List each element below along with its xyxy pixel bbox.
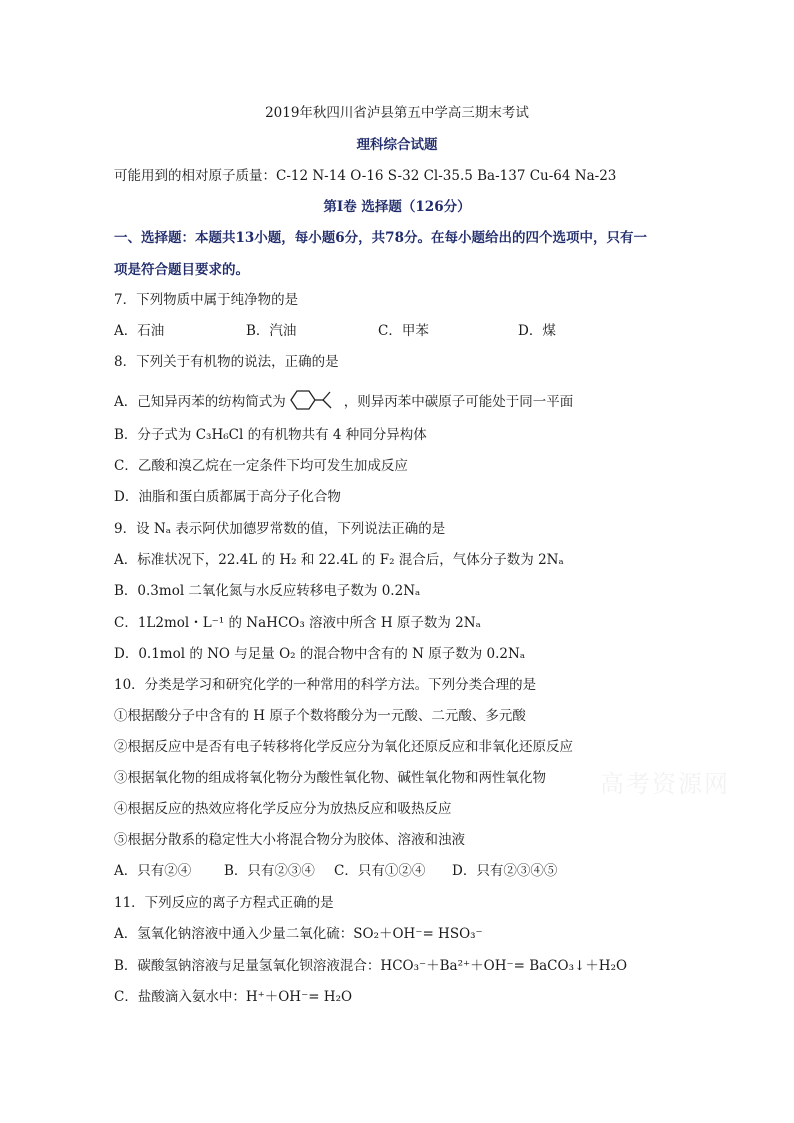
q10-option-c: C．只有①②④ — [334, 863, 426, 879]
q10-options — [114, 862, 557, 880]
q10-option-d: D．只有②③④⑤ — [452, 863, 558, 879]
q7-option-b: B．汽油 — [246, 323, 297, 339]
q7-option-c: C．甲苯 — [378, 323, 429, 339]
q10-statement-2: ②根据反应中是否有电子转移将化学反应分为氧化还原反应和非氧化还原反应 — [114, 739, 573, 755]
subject-title: 理科综合试题 — [356, 137, 438, 153]
q7-option-a: A．石油 — [114, 323, 165, 339]
q9-option-b: B．0.3mol 二氧化氮与水反应转移电子数为 0.2Nₐ — [114, 583, 421, 599]
q9-option-a: A．标准状况下，22.4L 的 H₂ 和 22.4L 的 F₂ 混合后，气体分子数为 2Nₐ — [114, 552, 564, 568]
isopropylbenzene-structure-icon — [288, 389, 342, 416]
q8-option-a-text-post: ，则异丙苯中碳原子可能处于同一平面 — [343, 394, 574, 410]
q7-option-d: D．煤 — [518, 323, 556, 339]
q9-option-d: D．0.1mol 的 NO 与足量 O₂ 的混合物中含有的 N 原子数为 0.2Nₐ — [114, 646, 526, 662]
q8-option-d: D．油脂和蛋白质都属于高分子化合物 — [114, 489, 341, 505]
q9-stem: 9．设 Nₐ 表示阿伏加德罗常数的值，下列说法正确的是 — [114, 521, 446, 537]
q8-option-c: C．乙酸和溴乙烷在一定条件下均可发生加成反应 — [114, 458, 408, 474]
section-instructions-line1: 一、选择题：本题共13小题，每小题6分，共78分。在每小题给出的四个选项中，只有一 — [114, 230, 647, 246]
section-instructions-line2: 项是符合题目要求的。 — [114, 262, 249, 278]
q9-option-c: C．1L2mol・L⁻¹ 的 NaHCO₃ 溶液中所含 H 原子数为 2Nₐ — [114, 615, 481, 631]
q8-option-b: B．分子式为 C₃H₆Cl 的有机物共有 4 种同分异构体 — [114, 427, 427, 443]
watermark-text: 高考资源网 — [600, 770, 730, 798]
q7-options — [114, 322, 556, 340]
q11-option-c: C．盐酸滴入氨水中：H⁺＋OH⁻= H₂O — [114, 989, 353, 1005]
exam-title: 2019年秋四川省泸县第五中学高三期末考试 — [265, 105, 529, 121]
q10-statement-3: ③根据氧化物的组成将氧化物分为酸性氧化物、碱性氧化物和两性氧化物 — [114, 770, 546, 786]
q7-stem: 7．下列物质中属于纯净物的是 — [114, 292, 299, 308]
q10-stem: 10．分类是学习和研究化学的一种常用的科学方法。下列分类合理的是 — [114, 677, 537, 693]
q10-option-a: A．只有②④ — [114, 863, 192, 879]
q10-statement-1: ①根据酸分子中含有的 H 原子个数将酸分为一元酸、二元酸、多元酸 — [114, 708, 526, 724]
q10-option-b: B．只有②③④ — [224, 863, 315, 879]
part-title: 第Ⅰ卷 选择题（126分） — [323, 199, 471, 215]
q11-option-b: B．碳酸氢钠溶液与足量氢氧化钡溶液混合：HCO₃⁻＋Ba²⁺＋OH⁻= BaCO₃↓＋H₂O — [114, 958, 628, 974]
q10-statement-4: ④根据反应的热效应将化学反应分为放热反应和吸热反应 — [114, 801, 452, 817]
q8-option-a — [114, 389, 573, 416]
atomic-mass-line: 可能用到的相对原子质量：C-12 N-14 O-16 S-32 Cl-35.5 Ba-137 Cu-64 Na-23 — [114, 168, 617, 184]
q10-statement-5: ⑤根据分散系的稳定性大小将混合物分为胶体、溶液和浊液 — [114, 832, 465, 848]
q8-stem: 8．下列关于有机物的说法，正确的是 — [114, 354, 339, 370]
q11-stem: 11．下列反应的离子方程式正确的是 — [114, 895, 334, 911]
q11-option-a: A．氢氧化钠溶液中通入少量二氧化硫：SO₂＋OH⁻= HSO₃⁻ — [114, 926, 483, 942]
q8-option-a-text-pre: A．己知异丙苯的纺构简式为 — [114, 394, 286, 410]
